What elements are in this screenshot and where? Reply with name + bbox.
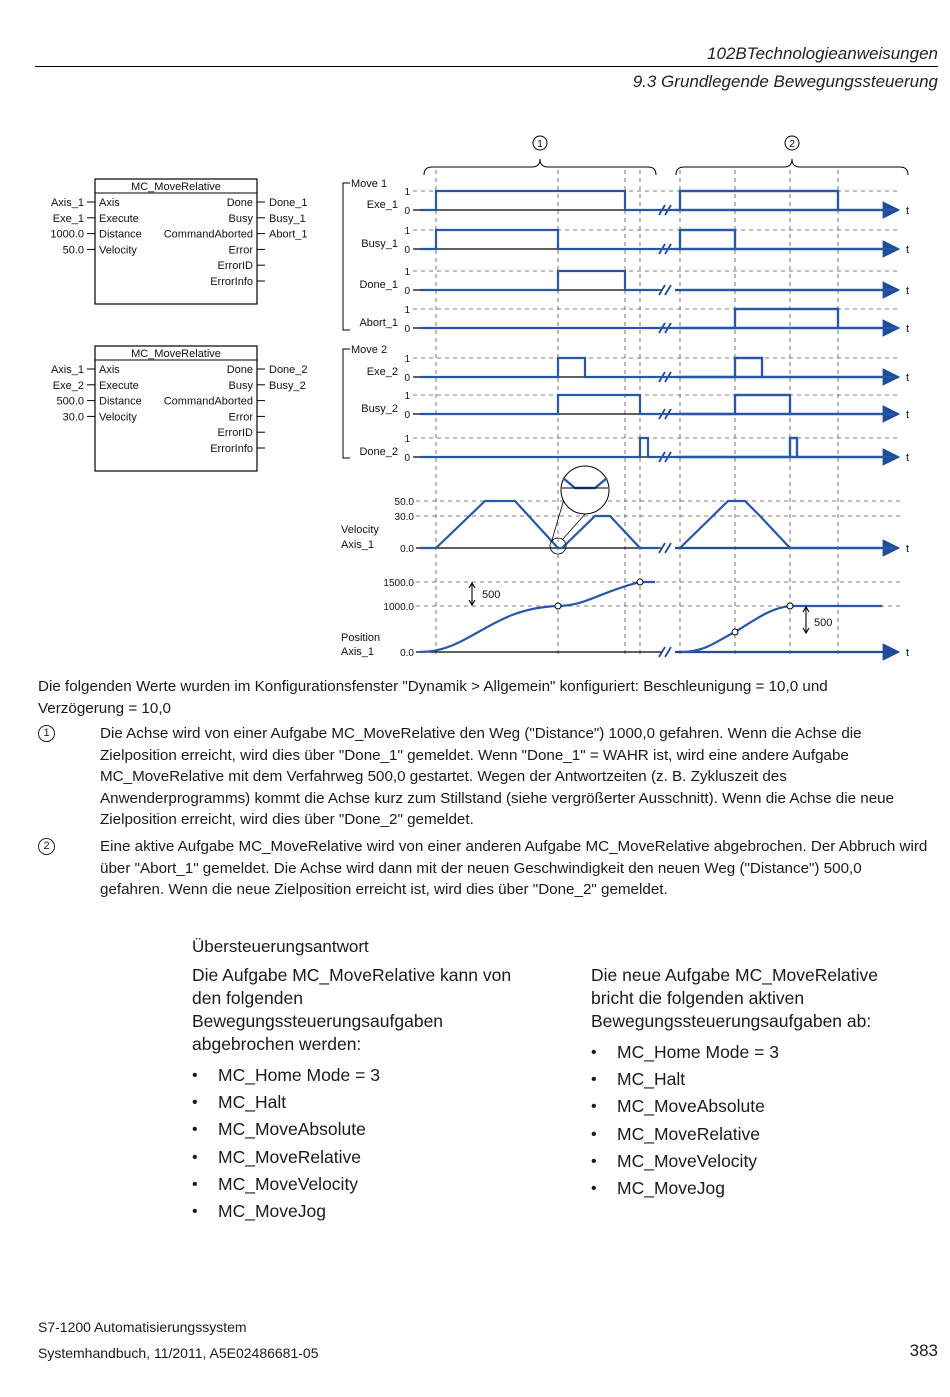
velocity-trace-1 xyxy=(420,501,658,548)
list-item: • MC_MoveRelative xyxy=(591,1123,760,1144)
signal-done1-high: 1 xyxy=(404,267,410,278)
override-left-intro: Die Aufgabe MC_MoveRelative kann von den folgenden Bewegungssteuerungsaufgaben abgebrochen werden: xyxy=(192,965,512,1054)
block2-input-value: 30.0 xyxy=(62,411,84,424)
signal-done1-name: Done_1 xyxy=(359,279,398,291)
velocity-axis-label: Axis_1 xyxy=(341,539,375,551)
signal-done1-time: t xyxy=(906,285,910,297)
position-tick-0: 0.0 xyxy=(400,648,414,659)
signal-busy1-trace xyxy=(420,230,735,249)
position-label: Position xyxy=(341,632,381,644)
block1-input-value: Exe_1 xyxy=(52,212,84,225)
signal-busy1-name: Busy_1 xyxy=(361,238,398,250)
override-left-list xyxy=(192,1062,542,1225)
position-point xyxy=(555,603,561,609)
group-move1-label: Move 1 xyxy=(351,178,388,190)
list-item: • MC_MoveAbsolute xyxy=(591,1096,765,1117)
block2-output-pin: Done xyxy=(226,364,253,376)
signal-busy1-low: 0 xyxy=(404,245,410,256)
signal-abort1-trace-b xyxy=(681,309,895,328)
block1-input-value: 50.0 xyxy=(62,244,84,257)
velocity-tick-50: 50.0 xyxy=(394,497,414,508)
block1-output-pin: Busy xyxy=(228,212,253,225)
override-right-intro: Die neue Aufgabe MC_MoveRelative bricht die folgenden aktiven Bewegungssteuerungsaufgaben ab: xyxy=(591,965,878,1031)
signal-exe1-high: 1 xyxy=(404,187,410,198)
override-title: Übersteuerungsantwort xyxy=(192,937,369,956)
override-right-column xyxy=(591,964,921,1202)
list-item: • MC_MoveVelocity xyxy=(591,1150,758,1171)
signal-busy2-high: 1 xyxy=(404,391,410,402)
signal-done2-low: 0 xyxy=(404,453,410,464)
signal-exe2-trace-b xyxy=(681,358,895,377)
velocity-tick-0: 0.0 xyxy=(400,544,414,555)
signal-exe1-trace xyxy=(420,191,838,210)
signal-abort1-high: 1 xyxy=(404,305,410,316)
block2-input-pin: Velocity xyxy=(99,411,137,424)
block2-output-pin: Busy xyxy=(228,379,253,392)
position-tick-1500: 1500.0 xyxy=(383,578,414,589)
list-item: • MC_Halt xyxy=(591,1069,686,1090)
signal-done2-high: 1 xyxy=(404,434,410,445)
signal-busy2-trace-b xyxy=(681,395,895,414)
note-text-1: Die Achse wird von einer Aufgabe MC_MoveRelative den Weg ("Distance") 1000,0 gefahren. Wenn die Achse die Zielposition erreicht, wird dies über "Done_1" gemeldet. Wenn "Done_1" = WAHR ist, wird eine andere Aufgabe MC_MoveRelative mit dem Verfahrweg 500,0 gestartet. Wegen der Antwortzeiten (z. B. Zykluszeit des Anwenderprogramms) kommt die Achse kurz zum Stillstand (siehe vergrößerter Ausschnitt). Wenn die Achse die neue Zielposition erreicht, wird dies über "Done_2" gemeldet. xyxy=(100,725,895,828)
position-point xyxy=(637,579,643,585)
signal-done1-low: 0 xyxy=(404,286,410,297)
signal-exe1-name: Exe_1 xyxy=(366,199,398,211)
block1-output-pin: Done xyxy=(226,197,253,209)
chapter-title: 102BTechnologieanweisungen xyxy=(707,44,938,63)
block2-title: MC_MoveRelative xyxy=(131,348,221,360)
block1-output-value: Abort_1 xyxy=(269,228,308,241)
note-1 xyxy=(38,723,928,831)
position-tick-1000: 1000.0 xyxy=(383,602,414,613)
signal-busy2-name: Busy_2 xyxy=(361,403,398,415)
block2-output-pin: ErrorID xyxy=(217,427,253,440)
block1-output-pin: Error xyxy=(228,244,253,257)
section-title: 9.3 Grundlegende Bewegungssteuerung xyxy=(632,72,938,91)
signal-exe2-low: 0 xyxy=(404,373,410,384)
block2-input-pin: Execute xyxy=(99,379,139,392)
list-item: • MC_Home Mode = 3 xyxy=(591,1042,779,1062)
list-item: • MC_Halt xyxy=(192,1092,287,1113)
override-left-column xyxy=(192,964,542,1225)
position-time: t xyxy=(906,647,910,659)
signal-abort1-trace xyxy=(420,309,838,328)
block2-input-pin: Axis xyxy=(99,364,120,376)
marker-1-number: 1 xyxy=(537,139,543,150)
block2-input-value: Axis_1 xyxy=(50,364,84,376)
signal-abort1-name: Abort_1 xyxy=(359,317,398,329)
velocity-label: Velocity xyxy=(341,524,379,536)
note-marker-1: 1 xyxy=(38,725,55,742)
block2-output-pin: CommandAborted xyxy=(163,395,253,408)
block1-output-pin: CommandAborted xyxy=(163,228,253,241)
signal-exe1-low: 0 xyxy=(404,206,410,217)
block2-output-value: Busy_2 xyxy=(269,379,306,392)
signal-exe2-high: 1 xyxy=(404,354,410,365)
block1-output-value: Busy_1 xyxy=(269,212,306,225)
marker-1-brace xyxy=(424,159,656,175)
note-2 xyxy=(38,836,928,901)
group-move1-bracket xyxy=(343,183,350,330)
position-trace-1 xyxy=(420,582,655,652)
override-right-list xyxy=(591,1039,921,1202)
block1-title: MC_MoveRelative xyxy=(131,181,221,193)
footer-manual: Systemhandbuch, 11/2011, A5E02486681-05 xyxy=(38,1345,319,1361)
zoom-circle xyxy=(561,466,609,514)
group-move2-bracket xyxy=(343,349,350,458)
velocity-trace-2 xyxy=(680,501,895,548)
signal-busy1-trace-b xyxy=(680,230,895,249)
list-item: • MC_MoveRelative xyxy=(192,1146,361,1167)
block1-input-pin: Distance xyxy=(99,228,142,241)
signal-abort1-time: t xyxy=(906,323,910,335)
signal-done2-time: t xyxy=(906,452,910,464)
delta-label-2: 500 xyxy=(814,617,833,629)
delta-arrow-2 xyxy=(803,607,809,633)
function-blocks xyxy=(50,179,307,471)
position-point xyxy=(787,603,793,609)
signal-exe2-trace xyxy=(420,358,762,377)
block1-input-pin: Execute xyxy=(99,212,139,225)
signal-done2-trace-b xyxy=(681,438,895,457)
delta-label-1: 500 xyxy=(482,589,501,601)
signal-done2-trace xyxy=(420,438,797,457)
page-number: 383 xyxy=(909,1341,938,1360)
signal-abort1-low: 0 xyxy=(404,324,410,335)
signal-done1-trace xyxy=(420,271,658,290)
block1-input-pin: Axis xyxy=(99,197,120,209)
list-item: • MC_Home Mode = 3 xyxy=(192,1065,380,1085)
velocity-time: t xyxy=(906,543,910,555)
block1-output-pin: ErrorInfo xyxy=(210,276,253,288)
signal-busy2-time: t xyxy=(906,409,910,421)
block2-output-pin: ErrorInfo xyxy=(210,443,253,455)
config-intro: Die folgenden Werte wurden im Konfigurationsfenster "Dynamik > Allgemein" konfiguriert: Beschleunigung = 10,0 und Verzögerung = 10,0 xyxy=(38,678,828,717)
marker-2-number: 2 xyxy=(789,139,795,150)
block1-input-pin: Velocity xyxy=(99,244,137,257)
timing-diagram-figure xyxy=(0,120,950,665)
block2-output-pin: Error xyxy=(228,411,253,424)
block1-input-value: Axis_1 xyxy=(50,197,84,209)
signal-exe1-trace-b xyxy=(680,191,895,210)
block2-input-value: Exe_2 xyxy=(52,379,84,392)
list-item: • MC_MoveJog xyxy=(591,1177,725,1198)
marker-2-brace xyxy=(676,159,908,175)
block1-output-pin: ErrorID xyxy=(217,260,253,273)
signal-exe2-time: t xyxy=(906,372,910,384)
block2-input-pin: Distance xyxy=(99,395,142,408)
note-marker-2: 2 xyxy=(38,838,55,855)
note-text-2: Eine aktive Aufgabe MC_MoveRelative wird von einer anderen Aufgabe MC_MoveRelative abgebrochen. Der Abbruch wird über "Abort_1" gemeldet. Die Achse wird dann mit der neuen Geschwindigkeit den neuen Weg ("Distance") 500,0 gefahren. Wenn die neue Zielposition erreicht ist, wird dies über "Done_2" gemeldet. xyxy=(100,838,928,898)
block2-input-value: 500.0 xyxy=(56,395,84,408)
group-move2-label: Move 2 xyxy=(351,344,388,356)
header-rule xyxy=(35,66,938,67)
footer-product: S7-1200 Automatisierungssystem xyxy=(38,1319,247,1335)
list-item: • MC_MoveVelocity xyxy=(192,1173,359,1194)
signal-exe2-name: Exe_2 xyxy=(366,366,398,378)
block2-output-value: Done_2 xyxy=(269,364,308,376)
list-item: • MC_MoveJog xyxy=(192,1200,326,1221)
delta-arrow-1 xyxy=(469,583,475,605)
signal-busy2-low: 0 xyxy=(404,410,410,421)
signal-busy1-high: 1 xyxy=(404,226,410,237)
signal-busy1-time: t xyxy=(906,244,910,256)
list-item: • MC_MoveAbsolute xyxy=(192,1119,366,1140)
timing-signals xyxy=(343,136,909,655)
velocity-tick-30: 30.0 xyxy=(394,512,414,523)
block1-output-value: Done_1 xyxy=(269,197,308,209)
block1-input-value: 1000.0 xyxy=(50,228,84,241)
signal-done2-name: Done_2 xyxy=(359,446,398,458)
position-trace-2 xyxy=(681,606,882,652)
position-point xyxy=(732,629,738,635)
signal-exe1-time: t xyxy=(906,205,910,217)
position-axis-label: Axis_1 xyxy=(341,646,375,658)
